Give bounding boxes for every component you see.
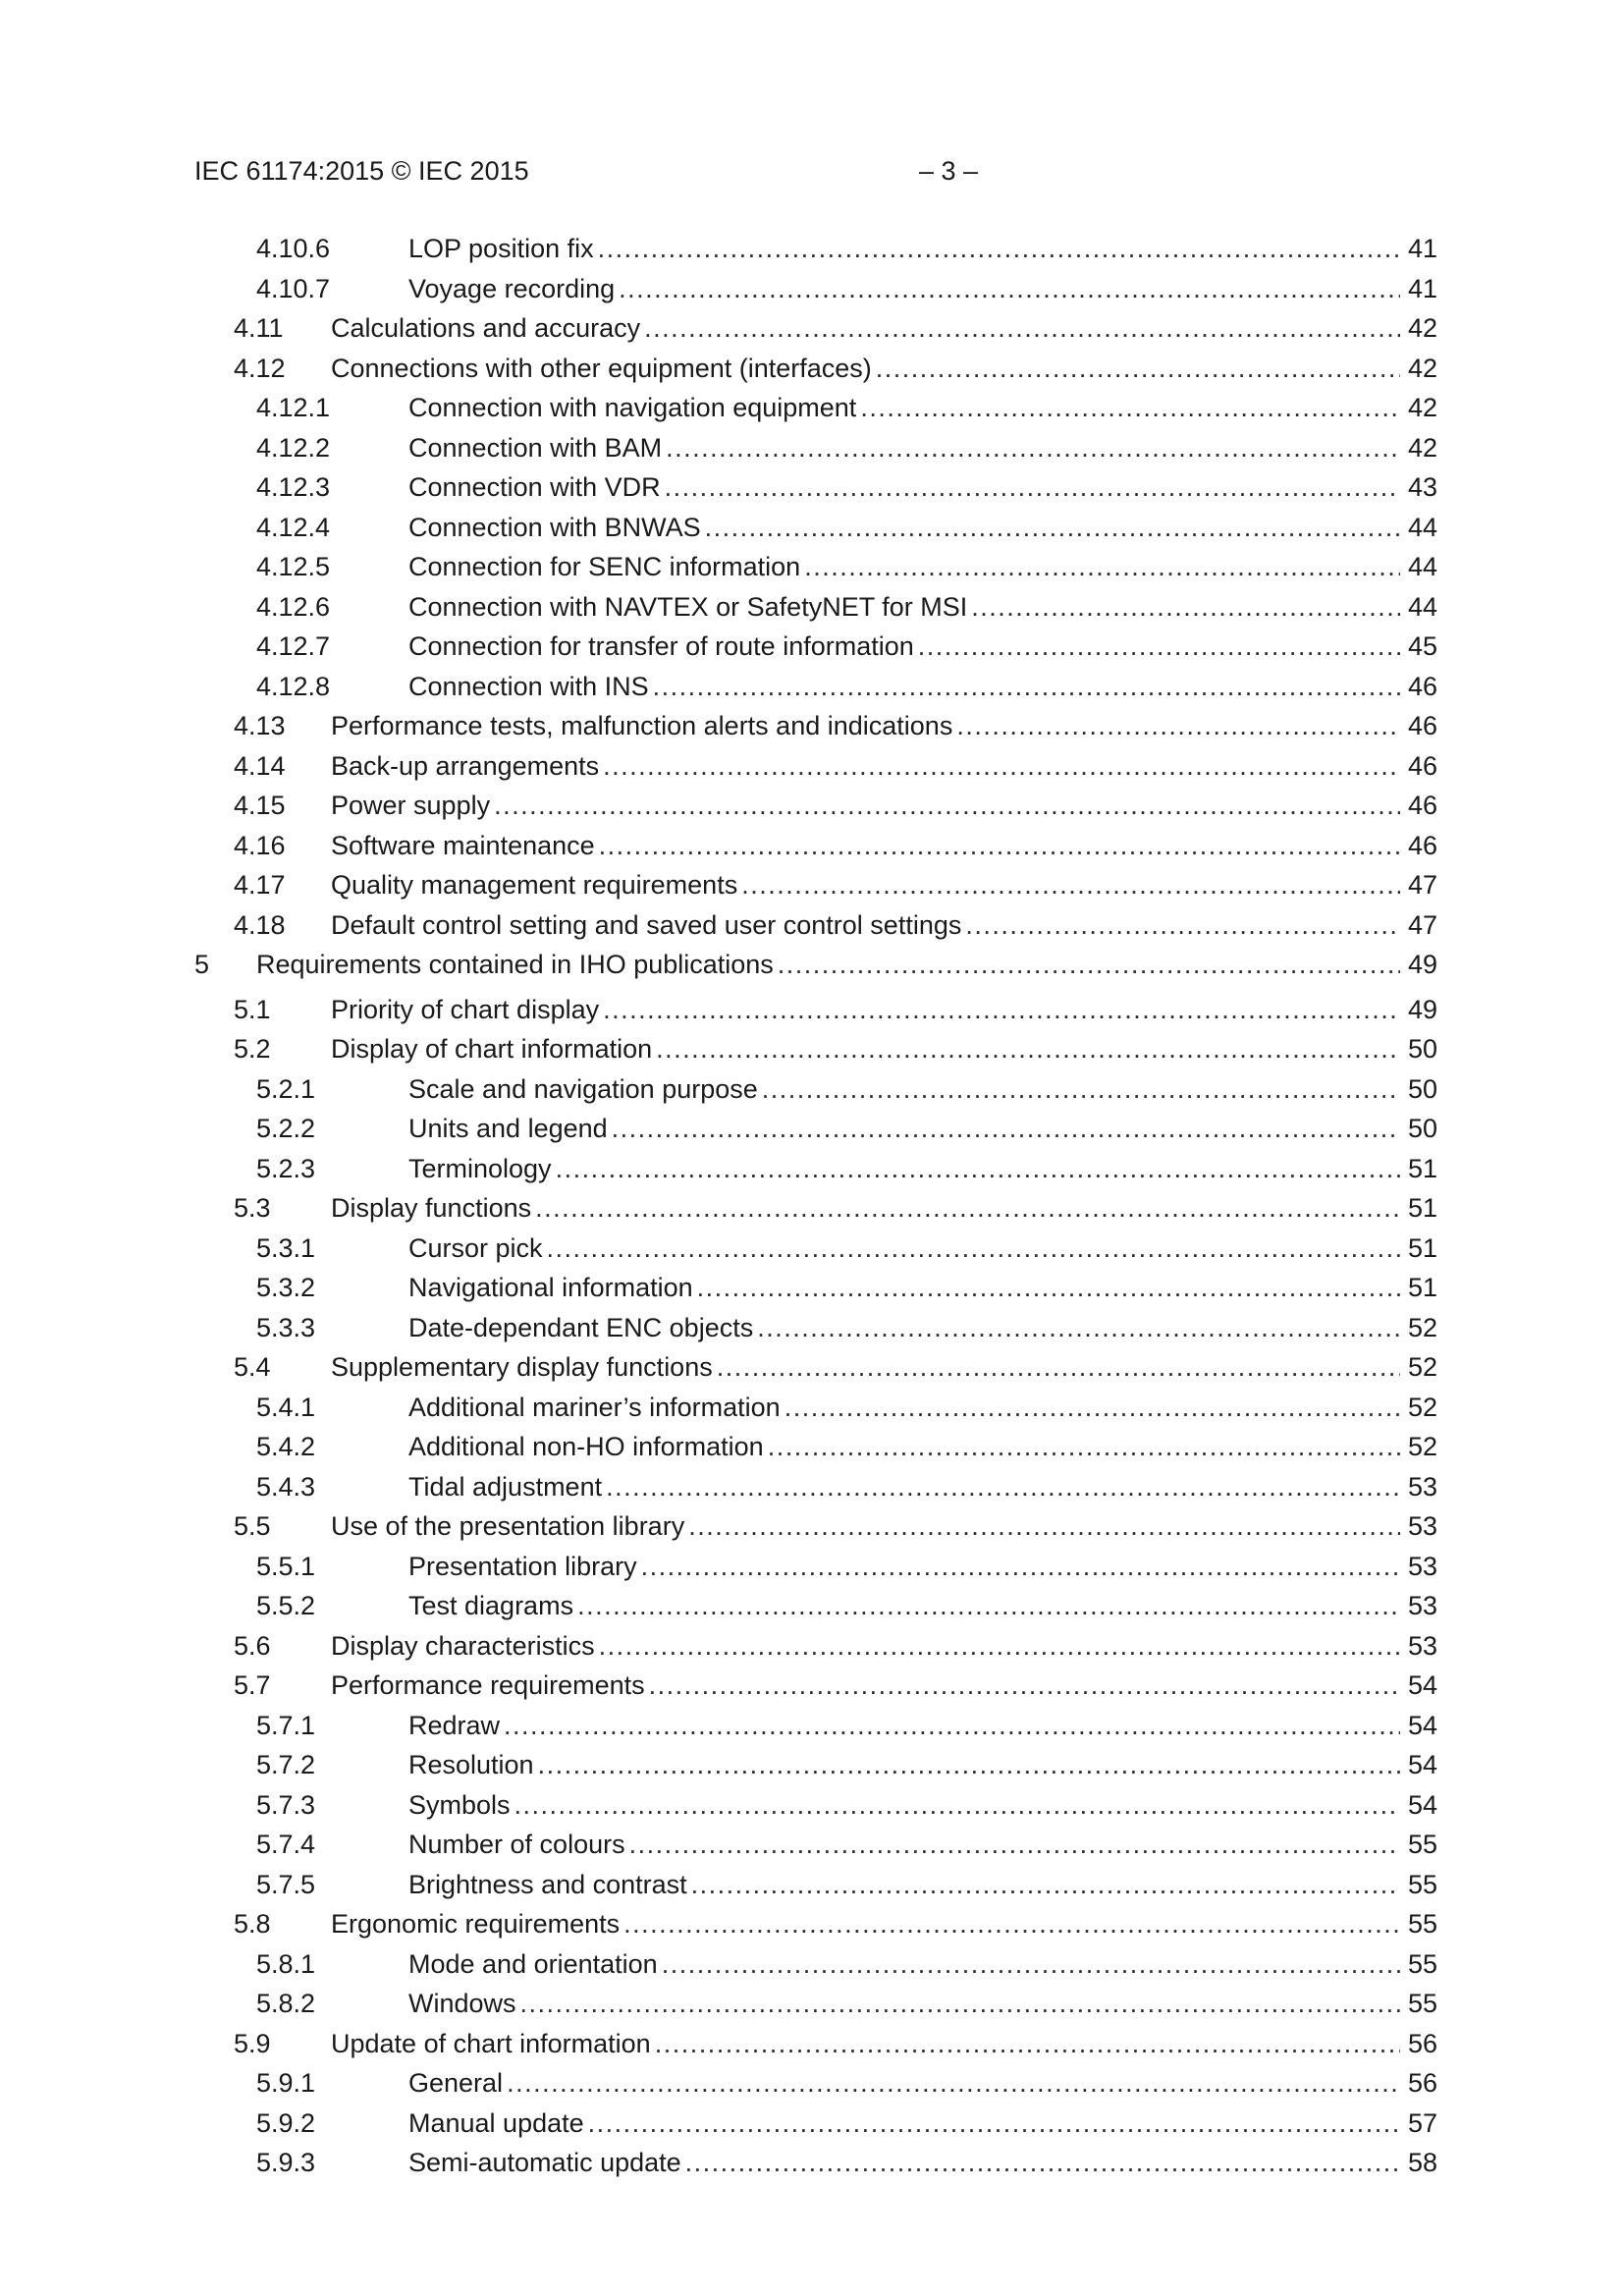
toc-section-number: 4.17 xyxy=(234,870,286,900)
toc-section-title: Cursor pick xyxy=(408,1232,543,1263)
toc-dot-leader xyxy=(598,229,1400,268)
toc-entry-line xyxy=(331,746,1437,786)
toc-section-title: Software maintenance xyxy=(331,830,595,860)
toc-section-number: 5.7.2 xyxy=(256,1750,316,1779)
page-header xyxy=(194,151,978,191)
toc-page-number: 52 xyxy=(1407,1432,1437,1461)
toc-page-number: 53 xyxy=(1407,1551,1437,1581)
toc-dot-leader xyxy=(918,627,1400,666)
toc-dot-leader xyxy=(685,2143,1400,2182)
toc-entry-line xyxy=(408,1467,1437,1506)
toc-dot-leader xyxy=(653,667,1400,706)
toc-page-number: 55 xyxy=(1407,1869,1437,1899)
toc-page-number: 49 xyxy=(1407,950,1437,979)
toc-page-number: 46 xyxy=(1407,671,1437,701)
toc-entry[interactable] xyxy=(0,1745,1623,1785)
toc-entry-line xyxy=(408,1984,1437,2023)
toc-section-title: Brightness and contrast xyxy=(408,1869,687,1899)
toc-entry-line xyxy=(331,1347,1437,1387)
toc-section-title: Performance requirements xyxy=(331,1670,645,1700)
toc-section-number: 5.7.3 xyxy=(256,1789,316,1820)
toc-page-number: 55 xyxy=(1407,1830,1437,1859)
toc-section-number: 4.10.6 xyxy=(256,234,331,263)
toc-entry-line xyxy=(331,706,1437,745)
toc-section-number: 5.6 xyxy=(234,1630,271,1661)
toc-dot-leader xyxy=(556,1149,1400,1188)
toc-entry[interactable] xyxy=(0,1188,1623,1229)
toc-entry[interactable] xyxy=(0,990,1623,1030)
toc-page-number: 56 xyxy=(1407,2068,1437,2098)
toc-section-number: 5.4 xyxy=(234,1352,271,1382)
toc-entry[interactable] xyxy=(0,1904,1623,1944)
toc-entry[interactable] xyxy=(0,1506,1623,1547)
toc-section-number: 4.16 xyxy=(234,830,286,860)
toc-page-number: 50 xyxy=(1407,1034,1437,1064)
toc-dot-leader xyxy=(606,1467,1400,1506)
toc-section-number: 5.5 xyxy=(234,1511,271,1541)
toc-page-number: 41 xyxy=(1407,234,1437,263)
toc-dot-leader xyxy=(784,1388,1400,1427)
toc-entry-line xyxy=(408,229,1437,268)
toc-dot-leader xyxy=(666,428,1400,467)
toc-dot-leader xyxy=(644,308,1400,348)
toc-section-number: 5.2 xyxy=(234,1034,271,1064)
toc-dot-leader xyxy=(535,1188,1400,1228)
toc-page-number: 58 xyxy=(1407,2148,1437,2177)
toc-section-title: Performance tests, malfunction alerts and indications xyxy=(331,711,953,740)
toc-dot-leader xyxy=(757,1308,1400,1347)
toc-dot-leader xyxy=(514,1785,1400,1825)
toc-entry-line xyxy=(408,467,1437,507)
toc-page-number: 42 xyxy=(1407,313,1437,343)
toc-dot-leader xyxy=(649,1666,1400,1705)
toc-dot-leader xyxy=(717,1347,1400,1387)
toc-section-title: Priority of chart display xyxy=(331,994,600,1024)
toc-page-number: 52 xyxy=(1407,1312,1437,1342)
toc-page-number: 50 xyxy=(1407,1114,1437,1143)
toc-section-title: Additional non-HO information xyxy=(408,1432,764,1461)
toc-entry[interactable] xyxy=(0,1626,1623,1667)
toc-section-number: 5.4.1 xyxy=(256,1392,316,1422)
toc-page-number: 46 xyxy=(1407,750,1437,781)
toc-entry[interactable] xyxy=(0,1109,1623,1149)
toc-entry[interactable] xyxy=(0,1029,1623,1069)
toc-section-title: Connection with navigation equipment xyxy=(408,393,857,422)
toc-dot-leader xyxy=(603,990,1400,1029)
toc-entry-line xyxy=(256,945,1437,984)
toc-entry[interactable] xyxy=(0,1229,1623,1269)
toc-section-number: 4.12.6 xyxy=(256,591,331,622)
toc-dot-leader xyxy=(599,1626,1400,1666)
toc-section-number: 5.9.1 xyxy=(256,2068,316,2098)
toc-section-title: Supplementary display functions xyxy=(331,1352,713,1382)
toc-section-number: 5.9.3 xyxy=(256,2148,316,2177)
toc-entry[interactable] xyxy=(0,1467,1623,1507)
toc-section-title: Navigational information xyxy=(408,1273,693,1302)
toc-entry-line xyxy=(408,1745,1437,1784)
toc-entry-line xyxy=(408,1388,1437,1427)
toc-entry[interactable] xyxy=(0,508,1623,548)
toc-section-title: Date-dependant ENC objects xyxy=(408,1312,754,1342)
toc-page-number: 51 xyxy=(1407,1232,1437,1263)
toc-entry[interactable] xyxy=(0,1388,1623,1428)
toc-section-title: Connection with VDR xyxy=(408,472,661,502)
toc-page-number: 44 xyxy=(1407,552,1437,581)
toc-dot-leader xyxy=(577,1586,1400,1625)
toc-section-number: 4.14 xyxy=(234,750,286,781)
toc-page-number: 53 xyxy=(1407,1591,1437,1620)
toc-section-number: 5.7 xyxy=(234,1670,271,1700)
toc-dot-leader xyxy=(768,1427,1400,1466)
toc-page-number: 46 xyxy=(1407,830,1437,860)
toc-dot-leader xyxy=(599,826,1400,865)
toc-dot-leader xyxy=(697,1268,1400,1307)
toc-dot-leader xyxy=(778,945,1400,984)
toc-page-number: 54 xyxy=(1407,1710,1437,1740)
toc-entry[interactable] xyxy=(0,2024,1623,2064)
toc-entry-line xyxy=(408,1944,1437,1984)
toc-entry[interactable] xyxy=(0,388,1623,428)
toc-page-number: 44 xyxy=(1407,591,1437,622)
toc-entry[interactable] xyxy=(0,627,1623,667)
toc-dot-leader xyxy=(603,746,1400,786)
toc-page-number: 53 xyxy=(1407,1511,1437,1541)
toc-entry[interactable] xyxy=(0,1427,1623,1467)
toc-page-number: 47 xyxy=(1407,909,1437,940)
toc-dot-leader xyxy=(656,1029,1400,1068)
toc-entry-line xyxy=(331,990,1437,1029)
toc-dot-leader xyxy=(538,1745,1400,1784)
toc-entry[interactable] xyxy=(0,1347,1623,1388)
toc-section-number: 5.2.2 xyxy=(256,1114,316,1143)
toc-section-number: 4.12.2 xyxy=(256,432,331,463)
toc-page-number: 56 xyxy=(1407,2028,1437,2058)
toc-entry[interactable] xyxy=(0,786,1623,826)
toc-section-title: Quality management requirements xyxy=(331,870,738,900)
toc-section-number: 4.10.7 xyxy=(256,273,331,303)
toc-entry[interactable] xyxy=(0,1944,1623,1985)
toc-entry[interactable] xyxy=(0,945,1623,985)
toc-section-number: 4.12.8 xyxy=(256,671,331,701)
toc-page-number: 51 xyxy=(1407,1193,1437,1223)
toc-section-number: 5.8 xyxy=(234,1909,271,1939)
toc-entry[interactable] xyxy=(0,826,1623,866)
toc-entry[interactable] xyxy=(0,229,1623,269)
toc-entry[interactable] xyxy=(0,1547,1623,1587)
toc-page-number: 55 xyxy=(1407,1948,1437,1979)
toc-entry[interactable] xyxy=(0,2063,1623,2104)
toc-section-number: 4.13 xyxy=(234,711,286,740)
toc-entry[interactable] xyxy=(0,547,1623,587)
toc-section-number: 4.12.1 xyxy=(256,393,331,422)
toc-section-number: 5.4.3 xyxy=(256,1471,316,1502)
toc-page-number: 53 xyxy=(1407,1630,1437,1661)
toc-section-title: Display functions xyxy=(331,1193,532,1223)
toc-dot-leader xyxy=(804,547,1400,586)
toc-section-number: 5.4.2 xyxy=(256,1432,316,1461)
toc-section-number: 5.3.2 xyxy=(256,1273,316,1302)
toc-section-number: 5.5.2 xyxy=(256,1591,316,1620)
toc-entry[interactable] xyxy=(0,1666,1623,1706)
table-of-contents xyxy=(0,229,1623,2183)
toc-section-title: Tidal adjustment xyxy=(408,1471,603,1502)
toc-entry-line xyxy=(408,1229,1437,1268)
toc-section-title: Mode and orientation xyxy=(408,1948,658,1979)
toc-dot-leader xyxy=(741,865,1400,904)
toc-section-title: Calculations and accuracy xyxy=(331,313,641,343)
toc-page-number: 49 xyxy=(1407,994,1437,1024)
toc-section-number: 5.7.4 xyxy=(256,1830,316,1859)
toc-section-number: 5.1 xyxy=(234,994,271,1024)
toc-dot-leader xyxy=(612,1109,1400,1148)
toc-section-title: Windows xyxy=(408,1989,516,2018)
toc-section-title: Use of the presentation library xyxy=(331,1511,685,1541)
toc-entry-line xyxy=(408,1865,1437,1904)
toc-entry[interactable] xyxy=(0,308,1623,349)
toc-entry-line xyxy=(331,1666,1437,1705)
toc-entry-line xyxy=(331,2024,1437,2063)
toc-entry[interactable] xyxy=(0,349,1623,389)
toc-entry[interactable] xyxy=(0,1706,1623,1746)
toc-dot-leader xyxy=(691,1865,1400,1904)
toc-page-number: 43 xyxy=(1407,472,1437,502)
toc-entry-line xyxy=(408,547,1437,586)
toc-page-number: 45 xyxy=(1407,631,1437,661)
toc-section-title: Ergonomic requirements xyxy=(331,1909,621,1939)
toc-section-number: 5.9.2 xyxy=(256,2107,316,2138)
toc-entry-line xyxy=(408,2063,1437,2103)
toc-entry[interactable] xyxy=(0,905,1623,946)
toc-entry[interactable] xyxy=(0,865,1623,905)
toc-section-number: 5.5.1 xyxy=(256,1551,316,1581)
toc-dot-leader xyxy=(619,269,1400,308)
toc-page-number: 52 xyxy=(1407,1392,1437,1422)
toc-page-number: 54 xyxy=(1407,1750,1437,1779)
toc-dot-leader xyxy=(876,349,1400,388)
toc-entry[interactable] xyxy=(0,1069,1623,1110)
document-id: IEC 61174:2015 © IEC 2015 xyxy=(194,156,529,186)
toc-entry-line xyxy=(331,349,1437,388)
toc-dot-leader xyxy=(641,1547,1400,1586)
toc-section-title: Connection for transfer of route information xyxy=(408,631,914,661)
toc-section-number: 5.3 xyxy=(234,1193,271,1223)
toc-section-number: 5 xyxy=(194,950,210,979)
toc-section-title: Resolution xyxy=(408,1750,534,1779)
toc-section-number: 5.2.1 xyxy=(256,1073,316,1104)
toc-entry-line xyxy=(408,269,1437,308)
toc-section-number: 5.3.1 xyxy=(256,1232,316,1263)
toc-page-number: 52 xyxy=(1407,1352,1437,1382)
toc-section-title: Connection with BAM xyxy=(408,432,663,463)
toc-entry[interactable] xyxy=(0,2104,1623,2144)
toc-section-number: 4.15 xyxy=(234,791,286,820)
toc-entry-line xyxy=(331,786,1437,825)
toc-section-title: General xyxy=(408,2068,504,2098)
toc-section-number: 5.7.5 xyxy=(256,1869,316,1899)
toc-entry-line xyxy=(408,1547,1437,1586)
page-number: – 3 – xyxy=(918,156,978,186)
toc-entry[interactable] xyxy=(0,746,1623,787)
toc-section-number: 5.2.3 xyxy=(256,1153,316,1183)
toc-entry-line xyxy=(408,1149,1437,1188)
toc-entry[interactable] xyxy=(0,1308,1623,1348)
toc-entry[interactable] xyxy=(0,667,1623,707)
toc-entry-line xyxy=(408,1586,1437,1625)
toc-page-number: 50 xyxy=(1407,1073,1437,1104)
toc-page-number: 42 xyxy=(1407,393,1437,422)
toc-section-number: 4.12.4 xyxy=(256,512,331,542)
toc-entry-line xyxy=(408,1427,1437,1466)
toc-section-title: Connection with BNWAS xyxy=(408,512,701,542)
toc-section-title: Connections with other equipment (interfaces) xyxy=(331,353,872,383)
toc-section-title: Update of chart information xyxy=(331,2028,651,2058)
toc-entry[interactable] xyxy=(0,587,1623,628)
toc-page-number: 47 xyxy=(1407,870,1437,900)
toc-page-number: 54 xyxy=(1407,1670,1437,1700)
toc-section-number: 4.12.7 xyxy=(256,631,331,661)
toc-entry[interactable] xyxy=(0,269,1623,309)
toc-entry-line xyxy=(408,388,1437,427)
toc-section-number: 4.12.5 xyxy=(256,552,331,581)
toc-page-number: 46 xyxy=(1407,791,1437,820)
toc-section-title: Test diagrams xyxy=(408,1591,574,1620)
toc-dot-leader xyxy=(965,905,1400,945)
toc-section-title: Scale and navigation purpose xyxy=(408,1073,758,1104)
toc-section-title: Units and legend xyxy=(408,1114,608,1143)
toc-dot-leader xyxy=(762,1069,1400,1109)
toc-entry-line xyxy=(331,905,1437,945)
toc-page-number: 51 xyxy=(1407,1153,1437,1183)
toc-entry-line xyxy=(408,627,1437,666)
toc-entry[interactable] xyxy=(0,428,1623,468)
toc-entry[interactable] xyxy=(0,1785,1623,1826)
toc-section-number: 4.11 xyxy=(234,313,284,343)
toc-entry-line xyxy=(408,428,1437,467)
toc-section-title: Symbols xyxy=(408,1789,511,1820)
toc-entry[interactable] xyxy=(0,1268,1623,1308)
toc-dot-leader xyxy=(623,1904,1400,1943)
toc-page-number: 53 xyxy=(1407,1471,1437,1502)
toc-entry[interactable] xyxy=(0,1825,1623,1865)
toc-dot-leader xyxy=(520,1984,1400,2023)
toc-entry-line xyxy=(331,308,1437,348)
toc-dot-leader xyxy=(971,587,1400,627)
toc-dot-leader xyxy=(956,706,1400,745)
toc-section-number: 4.12 xyxy=(234,353,286,383)
toc-section-title: Connection with INS xyxy=(408,671,649,701)
toc-dot-leader xyxy=(507,2063,1400,2103)
toc-section-title: Additional mariner’s information xyxy=(408,1392,781,1422)
toc-page-number: 44 xyxy=(1407,512,1437,542)
toc-dot-leader xyxy=(588,2104,1400,2143)
toc-section-number: 4.12.3 xyxy=(256,472,331,502)
toc-page-number: 42 xyxy=(1407,432,1437,463)
toc-dot-leader xyxy=(860,388,1400,427)
toc-section-number: 5.7.1 xyxy=(256,1710,316,1740)
toc-section-title: LOP position fix xyxy=(408,234,594,263)
toc-entry[interactable] xyxy=(0,1149,1623,1189)
toc-section-title: Semi-automatic update xyxy=(408,2148,681,2177)
toc-entry-line xyxy=(331,1506,1437,1546)
toc-entry-line xyxy=(331,1188,1437,1228)
toc-section-number: 5.8.1 xyxy=(256,1948,316,1979)
toc-entry[interactable] xyxy=(0,1865,1623,1905)
toc-page-number: 55 xyxy=(1407,1989,1437,2018)
toc-entry-line xyxy=(408,1268,1437,1307)
toc-section-number: 5.8.2 xyxy=(256,1989,316,2018)
toc-entry-line xyxy=(408,1825,1437,1864)
toc-entry[interactable] xyxy=(0,467,1623,508)
toc-dot-leader xyxy=(655,2024,1400,2063)
toc-section-title: Requirements contained in IHO publications xyxy=(256,950,774,979)
toc-dot-leader xyxy=(547,1229,1400,1268)
toc-entry-line xyxy=(408,587,1437,627)
toc-entry-line xyxy=(331,1626,1437,1666)
toc-section-number: 5.3.3 xyxy=(256,1312,316,1342)
toc-section-title: Redraw xyxy=(408,1710,501,1740)
toc-section-title: Display of chart information xyxy=(331,1034,653,1064)
toc-entry[interactable] xyxy=(0,706,1623,746)
toc-dot-leader xyxy=(662,1944,1400,1984)
toc-entry-line xyxy=(408,667,1437,706)
toc-section-title: Default control setting and saved user control settings xyxy=(331,909,962,940)
toc-section-title: Terminology xyxy=(408,1153,552,1183)
toc-entry-line xyxy=(331,1029,1437,1068)
toc-section-number: 4.18 xyxy=(234,909,286,940)
toc-entry-line xyxy=(408,1785,1437,1825)
toc-dot-leader xyxy=(494,786,1400,825)
toc-entry[interactable] xyxy=(0,1984,1623,2024)
toc-entry-line xyxy=(408,2104,1437,2143)
toc-entry-line xyxy=(331,826,1437,865)
toc-dot-leader xyxy=(665,467,1400,507)
toc-dot-leader xyxy=(629,1825,1400,1864)
toc-page-number: 46 xyxy=(1407,711,1437,740)
toc-entry[interactable] xyxy=(0,1586,1623,1626)
toc-page-number: 54 xyxy=(1407,1789,1437,1820)
toc-section-title: Number of colours xyxy=(408,1830,625,1859)
toc-section-title: Connection for SENC information xyxy=(408,552,801,581)
toc-page-number: 51 xyxy=(1407,1273,1437,1302)
toc-section-title: Back-up arrangements xyxy=(331,750,600,781)
toc-entry-line xyxy=(408,1308,1437,1347)
toc-section-title: Power supply xyxy=(331,791,491,820)
toc-entry-line xyxy=(408,1069,1437,1109)
toc-section-title: Voyage recording xyxy=(408,273,616,303)
toc-page-number: 55 xyxy=(1407,1909,1437,1939)
toc-entry-line xyxy=(408,1706,1437,1745)
toc-dot-leader xyxy=(705,508,1400,547)
toc-entry-line xyxy=(408,508,1437,547)
toc-section-title: Display characteristics xyxy=(331,1630,595,1661)
toc-dot-leader xyxy=(688,1506,1400,1546)
toc-dot-leader xyxy=(504,1706,1400,1745)
toc-page-number: 57 xyxy=(1407,2107,1437,2138)
toc-page-number: 42 xyxy=(1407,353,1437,383)
toc-section-title: Presentation library xyxy=(408,1551,637,1581)
toc-page-number: 41 xyxy=(1407,273,1437,303)
toc-section-title: Manual update xyxy=(408,2107,584,2138)
toc-section-number: 5.9 xyxy=(234,2028,271,2058)
toc-entry-line xyxy=(408,2143,1437,2182)
toc-entry-line xyxy=(331,1904,1437,1943)
toc-entry[interactable] xyxy=(0,2143,1623,2183)
toc-entry-line xyxy=(408,1109,1437,1148)
toc-section-title: Connection with NAVTEX or SafetyNET for MSI xyxy=(408,591,968,622)
toc-entry-line xyxy=(331,865,1437,904)
